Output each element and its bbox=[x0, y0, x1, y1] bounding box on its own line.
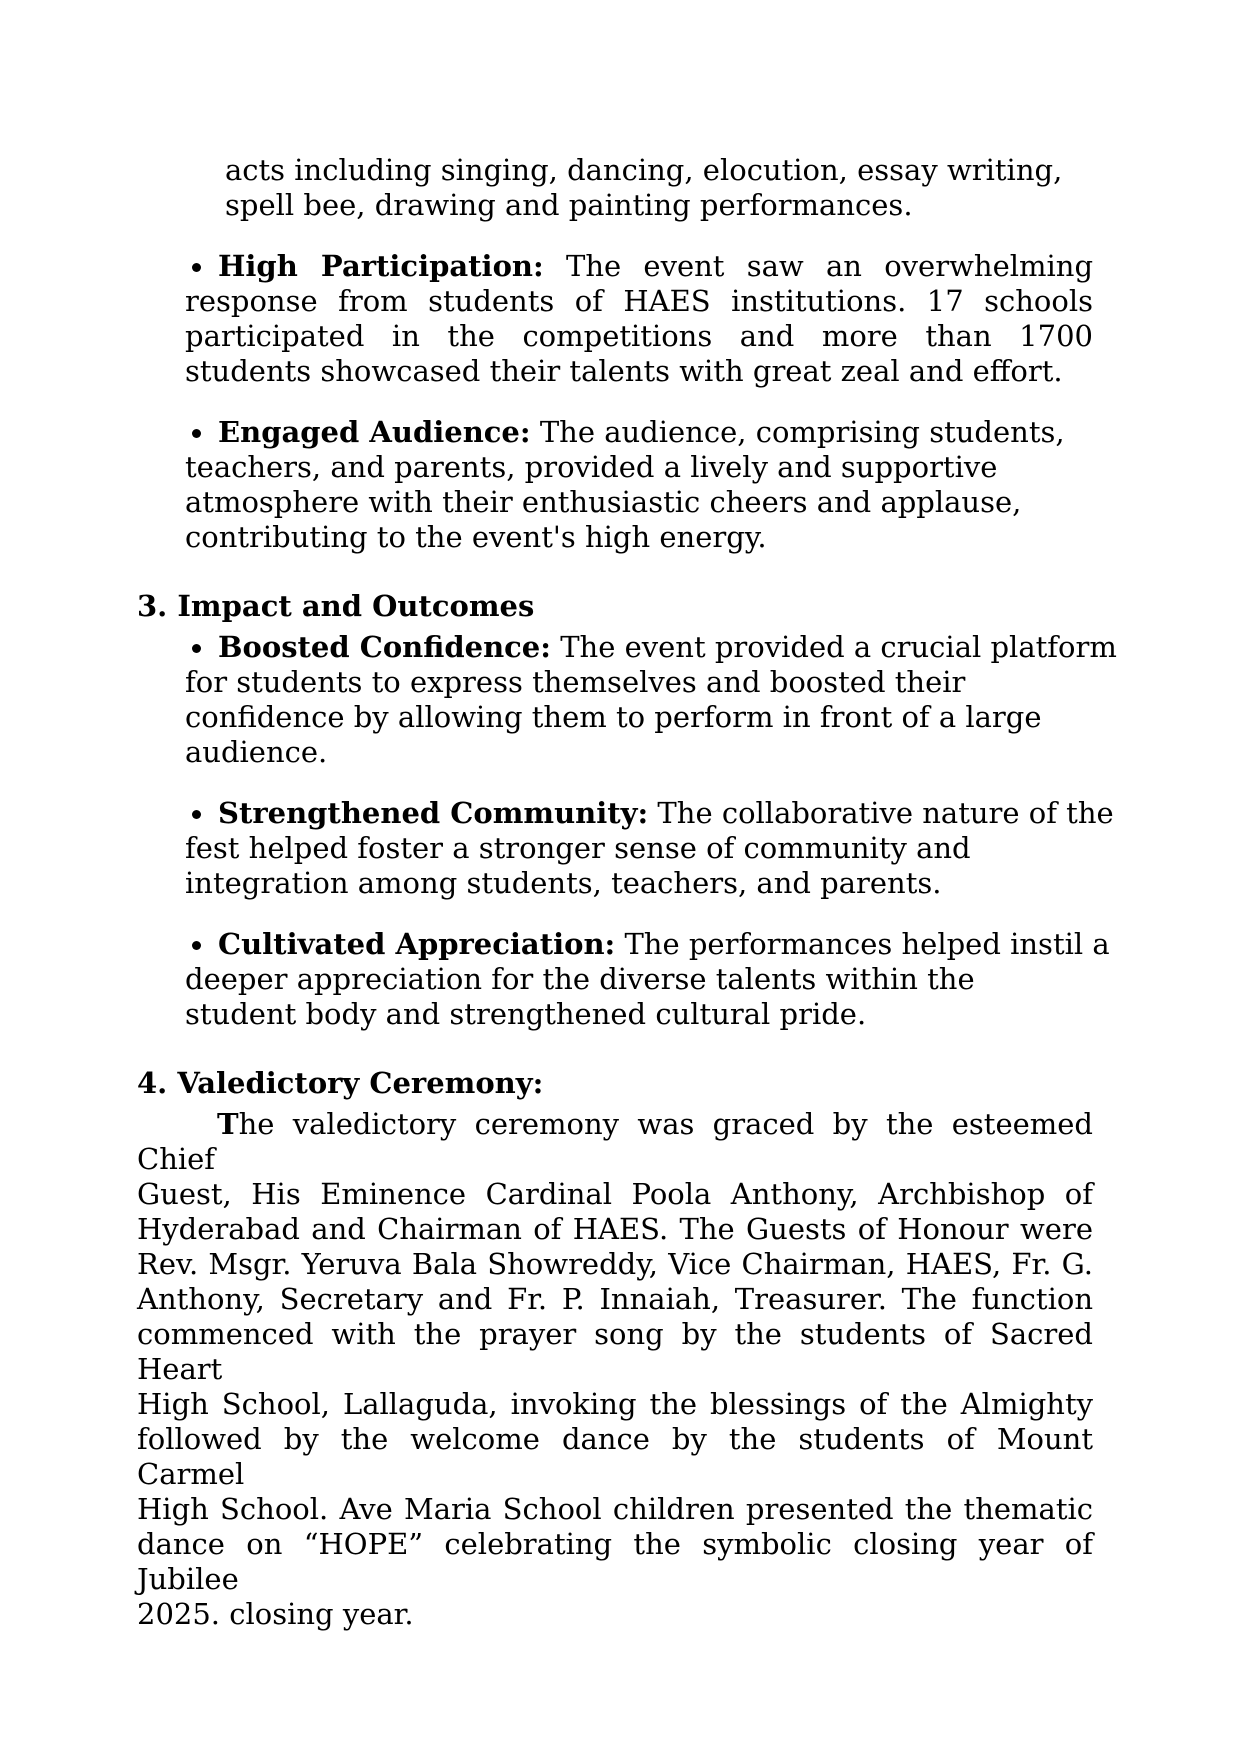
text-line: confidence by allowing them to perform in front of a large bbox=[185, 700, 1042, 734]
bullet-label: Strengthened Community: bbox=[218, 796, 649, 830]
paragraph-text: he valedictory ceremony was graced by the esteemed Chief bbox=[137, 1107, 1093, 1176]
text-line: spell bee, drawing and painting performances. bbox=[225, 188, 913, 222]
text-line bbox=[137, 1107, 1093, 1177]
text-line: for students to express themselves and boosted their bbox=[185, 665, 966, 699]
section-heading-impact-and-outcomes: 3. Impact and Outcomes bbox=[137, 589, 535, 623]
text-line: High School. Ave Maria School children presented the thematic bbox=[137, 1492, 1093, 1526]
text-line: response from students of HAES institutions. 17 schools bbox=[185, 284, 1093, 318]
text-line: acts including singing, dancing, elocution, essay writing, bbox=[225, 153, 1063, 187]
continued-paragraph bbox=[137, 153, 1093, 223]
text-line: 2025. closing year. bbox=[137, 1597, 414, 1631]
text-line: High School, Lallaguda, invoking the blessings of the Almighty bbox=[137, 1387, 1093, 1421]
bullet-text: The event saw an overwhelming bbox=[565, 249, 1094, 283]
bullet-item-high-participation bbox=[137, 223, 1093, 389]
text-line: atmosphere with their enthusiastic cheers and applause, bbox=[185, 485, 1022, 519]
text-line: Hyderabad and Chairman of HAES. The Guests of Honour were bbox=[137, 1212, 1093, 1246]
text-line: Rev. Msgr. Yeruva Bala Showreddy, Vice Chairman, HAES, Fr. G. bbox=[137, 1247, 1093, 1281]
text-line bbox=[185, 796, 1114, 831]
bullet-item-strengthened-community bbox=[137, 770, 1114, 901]
text-line: audience. bbox=[185, 735, 328, 769]
text-line: dance on “HOPE” celebrating the symbolic closing year of Jubilee bbox=[137, 1527, 1093, 1596]
text-line bbox=[185, 249, 1093, 284]
text-line: fest helped foster a stronger sense of community and bbox=[185, 831, 971, 865]
text-line: Anthony, Secretary and Fr. P. Innaiah, Treasurer. The function bbox=[137, 1282, 1093, 1316]
text-line bbox=[185, 927, 1110, 962]
bullet-label: Boosted Confidence: bbox=[218, 630, 551, 664]
bullet-label: Engaged Audience: bbox=[218, 415, 531, 449]
bullet-item-boosted-confidence bbox=[137, 624, 1117, 770]
text-line: students showcased their talents with great zeal and effort. bbox=[185, 354, 1063, 388]
text-line: deeper appreciation for the diverse talents within the bbox=[185, 962, 975, 996]
bullet-label: Cultivated Appreciation: bbox=[218, 927, 616, 961]
text-line: followed by the welcome dance by the students of Mount Carmel bbox=[137, 1422, 1093, 1491]
bullet-item-cultivated-appreciation bbox=[137, 901, 1110, 1032]
lead-capital: T bbox=[217, 1107, 239, 1141]
bullet-text: The performances helped instil a bbox=[624, 927, 1110, 961]
bullet-text: The audience, comprising students, bbox=[539, 415, 1065, 449]
text-line: participated in the competitions and more than 1700 bbox=[185, 319, 1093, 353]
valedictory-paragraph bbox=[137, 1101, 1093, 1632]
text-line: integration among students, teachers, and parents. bbox=[185, 866, 942, 900]
text-line: Guest, His Eminence Cardinal Poola Anthony, Archbishop of bbox=[137, 1177, 1093, 1211]
text-line bbox=[185, 415, 1093, 450]
text-line: teachers, and parents, provided a lively and supportive bbox=[185, 450, 998, 484]
bullet-label: High Participation: bbox=[218, 249, 544, 283]
text-line: contributing to the event's high energy. bbox=[185, 520, 767, 554]
bullet-text: The collaborative nature of the bbox=[657, 796, 1114, 830]
bullet-item-engaged-audience bbox=[137, 389, 1093, 555]
text-line: commenced with the prayer song by the students of Sacred Heart bbox=[137, 1317, 1093, 1386]
text-line: student body and strengthened cultural pride. bbox=[185, 997, 867, 1031]
section-heading-valedictory-ceremony: 4. Valedictory Ceremony: bbox=[137, 1066, 544, 1100]
bullet-text: The event provided a crucial platform bbox=[560, 630, 1117, 664]
text-line bbox=[185, 630, 1117, 665]
